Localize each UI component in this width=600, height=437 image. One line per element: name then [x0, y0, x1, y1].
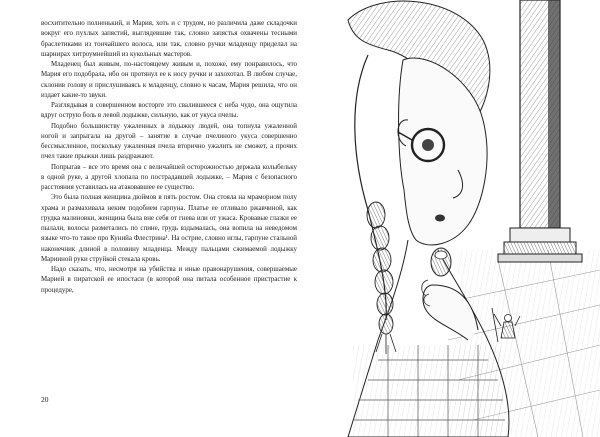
paragraph: Подобно большинству ужаленных в лодыжку людей, она топнула ужаленной ногой и запрыгала на другой – занятие в случае пчелиного укуса совершенно бессмысленное, поскольку ужаленная пчела вторично ужалить не сможет, а прочих пчел такие прыжки лишь раздражают.: [41, 121, 297, 161]
paragraph: восхитительно полненький, и Мария, хоть и с трудом, но различила даже складочки вокруг его пухлых запястий, выглядевшие так, словно запястья охвачены тесными браслетиками из тончайшего волоса, или так, словно ручки младенцу приделал на шарнирах хитроумнейший из кукольных мастеров.: [41, 19, 297, 58]
paragraph: Разглядывая в совершенном восторге это свалившееся с неба чудо, она ощутила вдруг острую боль в левой лодыжке, сильную, как от укуса пчелы.: [41, 101, 297, 120]
page-number: 20: [41, 395, 49, 404]
left-page-text: [41, 18, 297, 295]
paragraph: Это была полная женщина дюймов в пять ростом. Она стояла на мраморном полу храма и размахивала неким подобием гарпуна. Платье ее отливало ржавчиной, как грудка малиновки, женщина была вне себя от гнева или от ужаса. Кровавые глазки ее пылали, волосы разметались по спине, грудь вздымалась, она вопила на неведомом языке что-то такое про Кунийа Флестрина¹. На острие, словно иглы, гарпуне стальной наконечник длиной в половину младенца. Между пальцами сжимаемой лодыжку Марииной руки струйкой стекала кровь.: [41, 193, 297, 263]
paragraph: Надо сказать, что, несмотря на убийства и иные правонарушения, совершаемые Марией в пиратской ее ипостаси (в которой она питала особенное пристрастие к процедуре,: [41, 265, 297, 294]
paragraph: Попрыгав – все это время она с величайшей осторожностью держала колыбельку в одной руке, а другой хлопала по пострадавшей лодыжке, – Мария с безопасного расстояния уставилась на атаковавшее ее существо.: [41, 162, 297, 191]
paragraph: Младенец был живым, по-настоящему живым и, похоже, ему понравилось, что Мария его подобрала, ибо он протянул ее к носу ручки и захохотал. В любом случае, склонив голову и прислушиваясь к младенцу, словно к часам, Мария решила, что он издает какие-то звуки.: [41, 60, 297, 99]
illustration-drawing-icon: [308, 0, 600, 437]
girl-with-glasses-illustration: [308, 0, 600, 437]
